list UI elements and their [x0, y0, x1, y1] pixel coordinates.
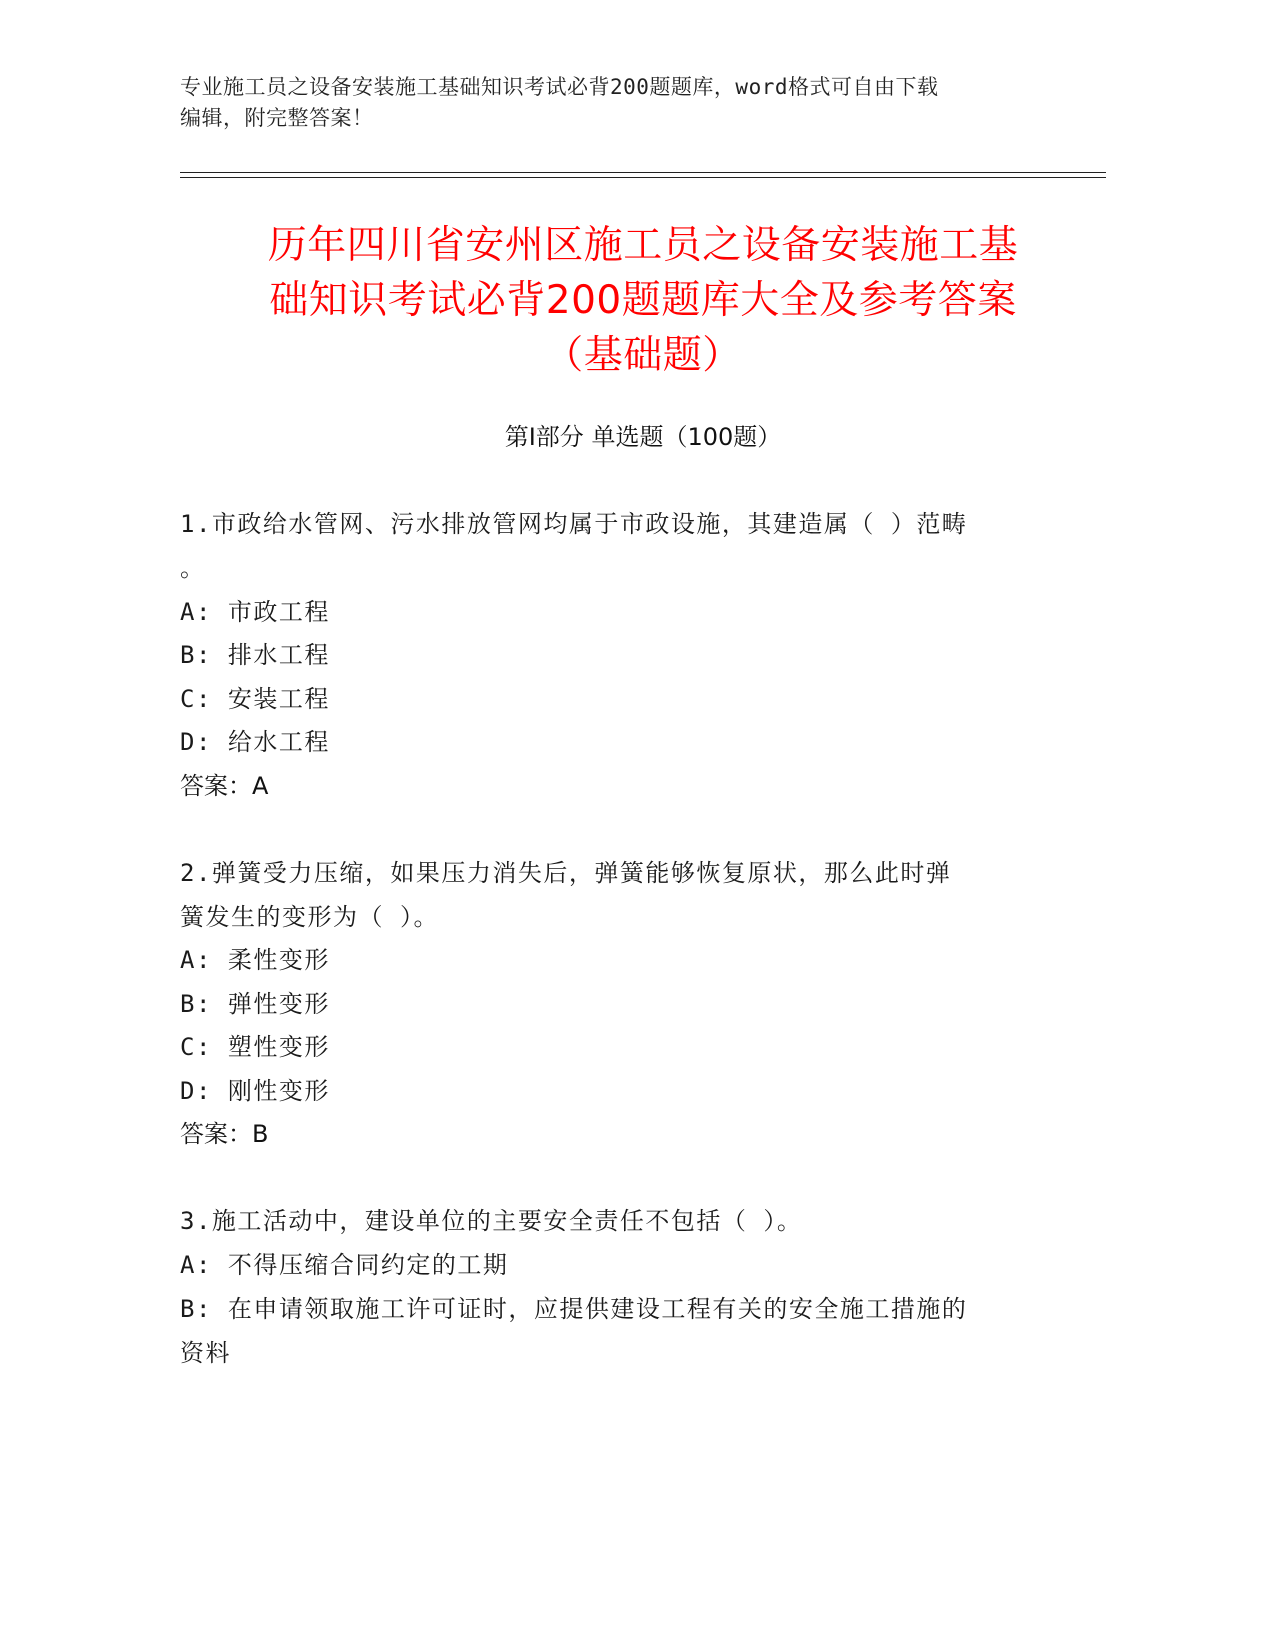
question-3-text: 3.施工活动中，建设单位的主要安全责任不包括（ ）。 [180, 1207, 803, 1235]
question-2-option-a: A: 柔性变形 [180, 946, 330, 974]
question-3-option-b-line-1: B: 在申请领取施工许可证时，应提供建设工程有关的安全施工措施的 [180, 1295, 968, 1323]
title-line-2: 础知识考试必背200题题库大全及参考答案 [269, 278, 1017, 323]
question-3-option-b-line-2: 资料 [180, 1339, 231, 1367]
question-1-line-1: 1.市政给水管网、污水排放管网均属于市政设施，其建造属（ ）范畴 [180, 510, 968, 538]
question-3-option-a: A: 不得压缩合同约定的工期 [180, 1251, 509, 1279]
question-1-answer: 答案：A [180, 772, 269, 800]
section-heading: 第I部分 单选题（100题） [504, 423, 782, 451]
question-1-option-a: A: 市政工程 [180, 598, 330, 626]
question-1-option-d: D: 给水工程 [180, 728, 330, 756]
document-header [180, 72, 1100, 134]
question-2-option-b: B: 弹性变形 [180, 990, 330, 1018]
question-2-line-1: 2.弹簧受力压缩，如果压力消失后，弹簧能够恢复原状，那么此时弹 [180, 859, 952, 887]
question-1-line-2: 。 [180, 554, 206, 582]
title-line-1: 历年四川省安州区施工员之设备安装施工基 [267, 223, 1019, 268]
question-2-answer: 答案：B [180, 1120, 269, 1148]
question-2-option-d: D: 刚性变形 [180, 1077, 330, 1105]
header-line-1: 专业施工员之设备安装施工基础知识考试必背200题题库，word格式可自由下载 [180, 75, 939, 99]
question-1-option-c: C: 安装工程 [180, 685, 330, 713]
header-divider-bottom [180, 177, 1106, 178]
question-3-option-b [180, 1287, 1040, 1375]
question-2-text [180, 851, 1030, 939]
header-line-2: 编辑，附完整答案！ [180, 106, 374, 130]
question-1-option-b: B: 排水工程 [180, 641, 330, 669]
question-1-text [180, 502, 1030, 590]
document-title [180, 218, 1106, 383]
title-line-3: （基础题） [544, 333, 742, 378]
question-2-option-c: C: 塑性变形 [180, 1033, 330, 1061]
question-2-line-2: 簧发生的变形为（ ）。 [180, 903, 439, 931]
header-divider-top [180, 172, 1106, 173]
